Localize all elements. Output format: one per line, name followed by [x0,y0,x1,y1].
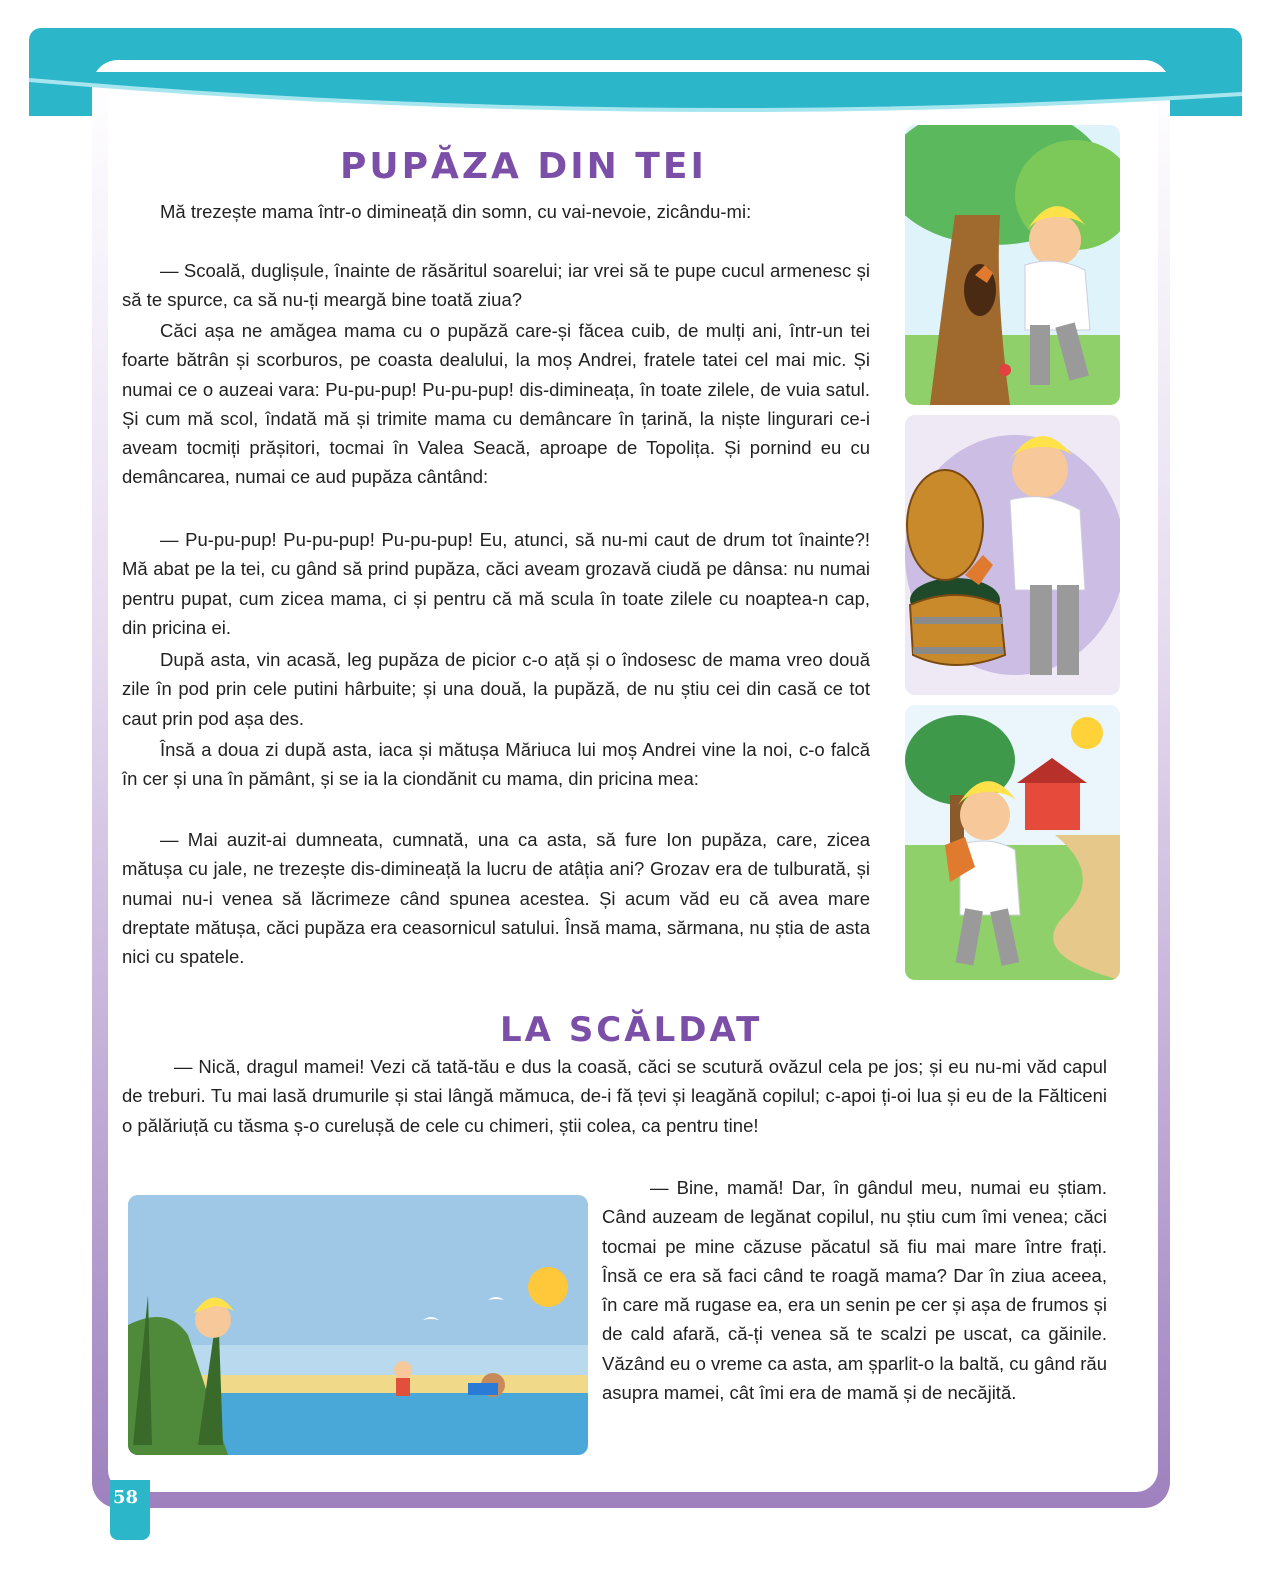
paragraph: — Bine, mamă! Dar, în gândul meu, numai eu știam. Când auzeam de legănat copilul, nu știu cum îmi venea; căci tocmai pe mine căzuse păcatul să fiu mai mare între frați. Însă ce era să faci când te roagă mama? Dar în ziua aceea, în care mă rugase ea, era un senin pe cer și așa de frumos și de cald afară, că-ți venea să te scalzi pe uscat, ca găinile. Văzând eu o vreme ca asta, am șparlit-o la baltă, cu gând rău asupra mamei, cât îmi era de mamă și de necăjită. [602,1177,1107,1404]
paragraph: Căci așa ne amăgea mama cu o pupăză care-și făcea cuib, de mulți ani, într-un tei foarte bătrân și scorburos, pe coasta dealului, la moș Andrei, fratele tatei cel mai mic. Și numai ce o auzeai vara: Pu-pu-pup! Pu-pu-pup! dis-dimineața, în toate zilele, de vuia satul. Și cum mă scol, îndată mă și trimite mama cu demâncare în țarină, la niște lingurari ce-i aveam tocmiți prășitori, tocmai în Valea Seacă, aproape de Topolița. Și pornind eu cu demâncarea, numai ce aud pupăza cântând: [122,320,870,488]
paragraph: — Mai auzit-ai dumneata, cumnată, una ca asta, să fure Ion pupăza, care, zicea mătușa cu jale, ne trezește dis-dimineață la lucru de atâția ani? Grozav era de tulburată, și numai nu-i venea să lăcrimeze când spunea acestea. Și acum văd eu că avea mare dreptate mătușa, căci pupăza era ceasornicul satului. Însă mama, sărmana, nu știa de asta nici cu spatele. [122,829,870,968]
paragraph: — Scoală, duglișule, înainte de răsăritul soarelui; iar vrei să te pupe cucul armenesc și să te spurce, ca să nu-ți meargă bine toată ziua? [122,260,870,311]
illustration-boy-walking-home [905,705,1120,980]
illustration-pond-scene [128,1195,588,1455]
illustration-boy-with-barrel [905,415,1120,695]
paragraph: Mă trezește mama într-o dimineață din somn, cu vai-nevoie, zicându-mi: [160,201,752,222]
story-title-scaldat: LA SCĂLDAT [500,1010,763,1050]
paragraph: — Pu-pu-pup! Pu-pu-pup! Pu-pu-pup! Eu, atunci, să nu-mi caut de drum tot înainte?! Mă abat pe la tei, cu gând să prind pupăza, căci aveam grozavă ciudă pe dânsa: nu numai pentru pupat, cum zicea mama, ci și pentru că mă scula în toate zilele cu noaptea-n cap, din pricina ei. [122,529,870,638]
paragraph: — Nică, dragul mamei! Vezi că tată-tău e dus la coasă, căci se scutură ovăzul cela pe jos; și eu nu-mi văd capul de treburi. Tu mai lasă drumurile și stai lângă mămuca, de-i fă țevi și leagănă copilul; c-apoi ți-oi lua și eu de la Fălticeni o pălăriuță cu tăsma ș-o curelușă de cele cu chimeri, știi colea, ca pentru tine! [122,1056,1107,1136]
paragraph: După asta, vin acasă, leg pupăza de picior c-o ață și o îndosesc de mama vreo două zile în pod prin cele putini hârbuite; și una două, la pupăză, de nu știu cei din casă ce tot caut prin pod așa des. [122,649,870,729]
paragraph: Însă a doua zi după asta, iaca și mătușa Măriuca lui moș Andrei vine la noi, c-o falcă în cer și una în pământ, și se ia la ciondănit cu mama, din pricina mea: [122,739,870,790]
page-number: 58 [113,1487,139,1508]
illustration-boy-at-tree [905,125,1120,405]
story-title-pupaza: PUPĂZA DIN TEI [340,146,707,187]
